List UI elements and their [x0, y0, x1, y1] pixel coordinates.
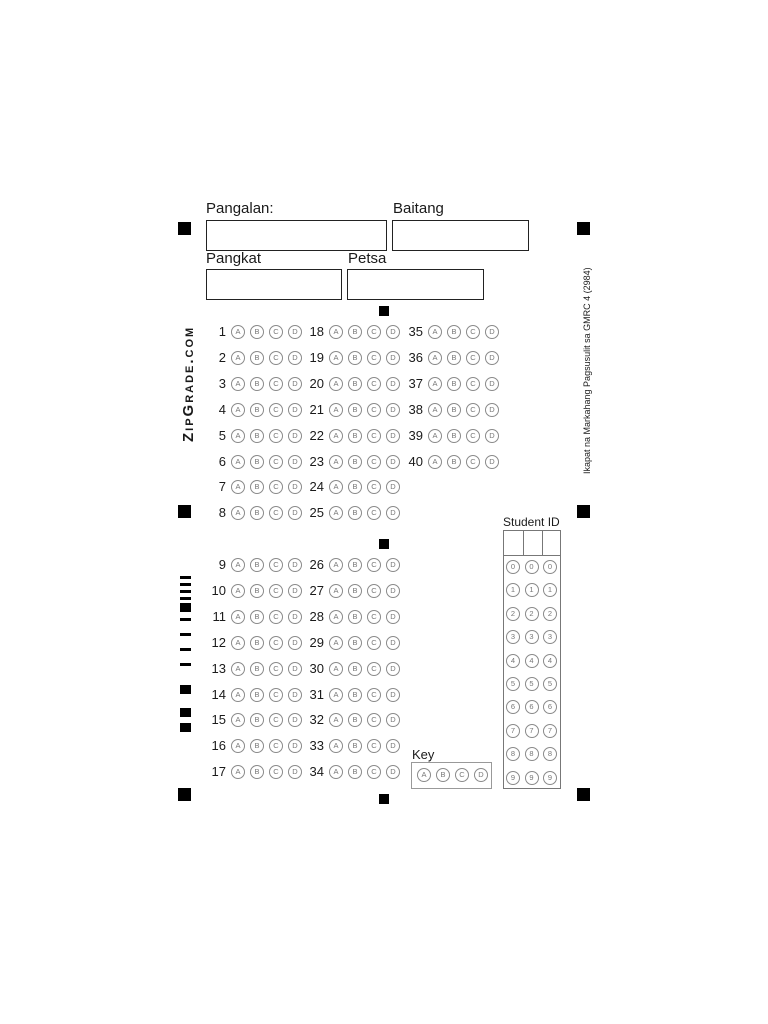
answer-bubble-b[interactable]: B	[250, 480, 264, 494]
answer-bubble-d[interactable]: D	[485, 377, 499, 391]
answer-bubble-d[interactable]: D	[288, 558, 302, 572]
key-box	[411, 762, 492, 789]
answer-bubble-b[interactable]: B	[348, 403, 362, 417]
answer-bubble-c[interactable]: C	[367, 688, 381, 702]
alignment-marker-mid-left	[178, 505, 191, 518]
answer-bubble-b[interactable]: B	[348, 325, 362, 339]
answer-bubble-b[interactable]: B	[250, 739, 264, 753]
answer-bubble-b[interactable]: B	[250, 558, 264, 572]
student-id-bubble-7[interactable]: 7	[506, 724, 520, 738]
student-id-bubble-3[interactable]: 3	[543, 630, 557, 644]
answer-bubble-b[interactable]: B	[250, 429, 264, 443]
answer-bubble-d[interactable]: D	[386, 713, 400, 727]
question-number: 9	[218, 557, 226, 572]
question-number: 25	[309, 505, 324, 521]
question-number: 38	[408, 401, 423, 417]
answer-bubble-c[interactable]: C	[269, 765, 283, 779]
answer-bubble-d[interactable]: D	[386, 377, 400, 391]
zipgrade-logo: ZipGrade.com	[180, 325, 197, 442]
answer-bubble-b[interactable]: B	[250, 403, 264, 417]
student-id-bubble-6[interactable]: 6	[506, 700, 520, 714]
answer-bubble-c[interactable]: C	[367, 403, 381, 417]
student-id-bubble-0[interactable]: 0	[543, 560, 557, 574]
answer-bubble-b[interactable]: B	[348, 713, 362, 727]
answer-bubble-b[interactable]: B	[348, 351, 362, 365]
question-number: 1	[218, 324, 226, 339]
answer-bubble-a[interactable]: A	[329, 403, 343, 417]
question-number: 14	[211, 686, 226, 702]
answer-bubble-a[interactable]: A	[329, 765, 343, 779]
answer-bubble-d[interactable]: D	[386, 636, 400, 650]
answer-bubble-d[interactable]: D	[386, 455, 400, 469]
answer-bubble-b[interactable]: B	[250, 584, 264, 598]
question-number: 12	[211, 634, 226, 650]
answer-bubble-d[interactable]: D	[386, 688, 400, 702]
answer-bubble-d[interactable]: D	[288, 662, 302, 676]
answer-bubble-a[interactable]: A	[329, 351, 343, 365]
student-id-bubble-5[interactable]: 5	[543, 677, 557, 691]
name-label: Pangalan:	[206, 200, 274, 217]
timing-mark	[180, 685, 191, 694]
student-id-bubble-9[interactable]: 9	[525, 771, 539, 785]
answer-bubble-c[interactable]: C	[269, 558, 283, 572]
answer-bubble-c[interactable]: C	[269, 713, 283, 727]
answer-bubble-b[interactable]: B	[447, 377, 461, 391]
answer-bubble-c[interactable]: C	[269, 688, 283, 702]
answer-bubble-d[interactable]: D	[386, 765, 400, 779]
key-bubble-d[interactable]: D	[474, 768, 488, 782]
answer-bubble-c[interactable]: C	[269, 739, 283, 753]
section-label: Pangkat	[206, 250, 262, 267]
student-id-bubble-6[interactable]: 6	[525, 700, 539, 714]
answer-bubble-b[interactable]: B	[250, 610, 264, 624]
question-number: 28	[309, 608, 324, 624]
answer-bubble-d[interactable]: D	[288, 688, 302, 702]
student-id-label: Student ID	[503, 515, 560, 529]
answer-bubble-b[interactable]: B	[348, 688, 362, 702]
answer-bubble-c[interactable]: C	[367, 429, 381, 443]
answer-bubble-c[interactable]: C	[367, 325, 381, 339]
answer-bubble-b[interactable]: B	[250, 713, 264, 727]
answer-bubble-b[interactable]: B	[348, 662, 362, 676]
date-label: Petsa	[348, 250, 387, 267]
student-id-bubble-1[interactable]: 1	[543, 583, 557, 597]
student-id-bubble-8[interactable]: 8	[525, 747, 539, 761]
student-id-bubble-2[interactable]: 2	[506, 607, 520, 621]
timing-mark	[180, 663, 191, 666]
answer-bubble-c[interactable]: C	[367, 506, 381, 520]
answer-bubble-a[interactable]: A	[231, 713, 245, 727]
answer-bubble-b[interactable]: B	[250, 636, 264, 650]
answer-bubble-a[interactable]: A	[231, 377, 245, 391]
answer-bubble-a[interactable]: A	[329, 325, 343, 339]
answer-bubble-a[interactable]: A	[231, 558, 245, 572]
student-id-bubble-9[interactable]: 9	[506, 771, 520, 785]
answer-bubble-d[interactable]: D	[288, 765, 302, 779]
answer-bubble-a[interactable]: A	[329, 610, 343, 624]
answer-bubble-b[interactable]: B	[348, 610, 362, 624]
answer-bubble-d[interactable]: D	[386, 610, 400, 624]
answer-bubble-b[interactable]: B	[348, 429, 362, 443]
date-field[interactable]	[347, 269, 484, 300]
student-id-bubble-0[interactable]: 0	[525, 560, 539, 574]
answer-bubble-d[interactable]: D	[288, 584, 302, 598]
student-id-bubble-8[interactable]: 8	[543, 747, 557, 761]
question-number: 29	[309, 634, 324, 650]
timing-mark	[180, 583, 191, 586]
answer-bubble-c[interactable]: C	[466, 455, 480, 469]
question-number: 16	[211, 738, 226, 754]
answer-bubble-c[interactable]: C	[367, 455, 381, 469]
question-number: 11	[212, 608, 226, 624]
answer-bubble-a[interactable]: A	[231, 688, 245, 702]
question-number: 21	[309, 401, 324, 417]
answer-bubble-c[interactable]: C	[367, 765, 381, 779]
student-id-bubble-7[interactable]: 7	[525, 724, 539, 738]
answer-bubble-b[interactable]: B	[447, 455, 461, 469]
answer-bubble-c[interactable]: C	[269, 610, 283, 624]
alignment-marker-center-bottom	[379, 794, 389, 804]
question-number: 26	[309, 557, 324, 572]
answer-bubble-a[interactable]: A	[428, 455, 442, 469]
answer-bubble-c[interactable]: C	[269, 455, 283, 469]
timing-mark	[180, 618, 191, 621]
answer-bubble-a[interactable]: A	[231, 506, 245, 520]
question-number: 22	[309, 427, 324, 443]
answer-bubble-d[interactable]: D	[288, 455, 302, 469]
timing-mark	[180, 576, 191, 579]
question-number: 13	[211, 660, 226, 676]
answer-bubble-b[interactable]: B	[250, 506, 264, 520]
answer-bubble-b[interactable]: B	[250, 688, 264, 702]
timing-mark	[180, 723, 191, 732]
answer-bubble-c[interactable]: C	[269, 662, 283, 676]
answer-bubble-d[interactable]: D	[288, 610, 302, 624]
question-number: 8	[218, 505, 226, 521]
question-number: 23	[309, 453, 324, 469]
answer-bubble-b[interactable]: B	[447, 403, 461, 417]
answer-bubble-b[interactable]: B	[250, 765, 264, 779]
answer-bubble-d[interactable]: D	[485, 325, 499, 339]
answer-bubble-d[interactable]: D	[288, 325, 302, 339]
answer-bubble-d[interactable]: D	[288, 351, 302, 365]
answer-bubble-c[interactable]: C	[466, 377, 480, 391]
answer-bubble-b[interactable]: B	[348, 506, 362, 520]
answer-bubble-b[interactable]: B	[447, 325, 461, 339]
student-id-bubble-0[interactable]: 0	[506, 560, 520, 574]
answer-bubble-a[interactable]: A	[329, 688, 343, 702]
answer-bubble-c[interactable]: C	[269, 351, 283, 365]
answer-bubble-b[interactable]: B	[348, 765, 362, 779]
answer-bubble-b[interactable]: B	[348, 480, 362, 494]
answer-bubble-a[interactable]: A	[329, 558, 343, 572]
answer-bubble-d[interactable]: D	[288, 713, 302, 727]
answer-bubble-c[interactable]: C	[367, 713, 381, 727]
answer-bubble-a[interactable]: A	[329, 455, 343, 469]
question-number: 32	[309, 712, 324, 728]
question-number: 37	[408, 375, 423, 391]
name-field[interactable]	[206, 220, 387, 251]
answer-bubble-d[interactable]: D	[386, 429, 400, 443]
answer-bubble-d[interactable]: D	[386, 739, 400, 753]
alignment-marker-bottom-right	[577, 788, 590, 801]
answer-bubble-a[interactable]: A	[231, 403, 245, 417]
answer-bubble-b[interactable]: B	[250, 455, 264, 469]
key-bubble-b[interactable]: B	[436, 768, 450, 782]
alignment-marker-center-top	[379, 306, 389, 316]
answer-bubble-c[interactable]: C	[269, 325, 283, 339]
student-id-bubble-8[interactable]: 8	[506, 747, 520, 761]
question-number: 20	[309, 375, 324, 391]
key-bubble-c[interactable]: C	[455, 768, 469, 782]
student-id-bubble-4[interactable]: 4	[506, 654, 520, 668]
answer-bubble-b[interactable]: B	[250, 325, 264, 339]
answer-bubble-b[interactable]: B	[250, 662, 264, 676]
answer-bubble-d[interactable]: D	[485, 455, 499, 469]
answer-bubble-a[interactable]: A	[428, 377, 442, 391]
question-number: 19	[309, 349, 324, 365]
question-number: 10	[211, 582, 226, 598]
answer-bubble-b[interactable]: B	[348, 739, 362, 753]
student-id-column-divider	[523, 531, 524, 555]
alignment-marker-center-mid	[379, 539, 389, 549]
answer-bubble-a[interactable]: A	[231, 480, 245, 494]
answer-bubble-d[interactable]: D	[485, 429, 499, 443]
answer-bubble-d[interactable]: D	[485, 351, 499, 365]
answer-bubble-b[interactable]: B	[348, 584, 362, 598]
answer-bubble-d[interactable]: D	[288, 377, 302, 391]
answer-bubble-a[interactable]: A	[329, 636, 343, 650]
answer-bubble-b[interactable]: B	[447, 351, 461, 365]
timing-mark	[180, 708, 191, 717]
question-number: 35	[408, 324, 423, 339]
answer-bubble-d[interactable]: D	[386, 351, 400, 365]
answer-bubble-b[interactable]: B	[348, 377, 362, 391]
timing-mark	[180, 648, 191, 651]
answer-bubble-b[interactable]: B	[348, 455, 362, 469]
question-number: 4	[218, 401, 226, 417]
question-number: 40	[408, 453, 423, 469]
question-number: 39	[408, 427, 423, 443]
answer-bubble-d[interactable]: D	[288, 480, 302, 494]
answer-bubble-a[interactable]: A	[329, 429, 343, 443]
answer-bubble-c[interactable]: C	[367, 480, 381, 494]
answer-bubble-a[interactable]: A	[329, 739, 343, 753]
answer-bubble-c[interactable]: C	[367, 610, 381, 624]
answer-bubble-a[interactable]: A	[428, 403, 442, 417]
timing-mark	[180, 603, 191, 612]
answer-bubble-a[interactable]: A	[428, 429, 442, 443]
answer-bubble-a[interactable]: A	[329, 377, 343, 391]
answer-bubble-d[interactable]: D	[386, 480, 400, 494]
answer-bubble-c[interactable]: C	[466, 403, 480, 417]
student-id-bubble-7[interactable]: 7	[543, 724, 557, 738]
answer-bubble-d[interactable]: D	[386, 506, 400, 520]
question-number: 36	[408, 349, 423, 365]
answer-bubble-a[interactable]: A	[231, 636, 245, 650]
answer-bubble-b[interactable]: B	[348, 558, 362, 572]
alignment-marker-mid-right	[577, 505, 590, 518]
answer-bubble-c[interactable]: C	[367, 377, 381, 391]
answer-bubble-d[interactable]: D	[288, 429, 302, 443]
question-number: 30	[309, 660, 324, 676]
question-number: 33	[309, 738, 324, 754]
section-field[interactable]	[206, 269, 342, 300]
answer-bubble-c[interactable]: C	[269, 636, 283, 650]
student-id-bubble-4[interactable]: 4	[525, 654, 539, 668]
answer-bubble-a[interactable]: A	[231, 351, 245, 365]
answer-bubble-a[interactable]: A	[231, 455, 245, 469]
question-number: 15	[211, 712, 226, 728]
answer-bubble-c[interactable]: C	[367, 558, 381, 572]
answer-bubble-d[interactable]: D	[485, 403, 499, 417]
answer-bubble-d[interactable]: D	[288, 636, 302, 650]
student-id-bubble-3[interactable]: 3	[506, 630, 520, 644]
answer-bubble-a[interactable]: A	[329, 662, 343, 676]
key-label: Key	[412, 747, 435, 762]
answer-bubble-c[interactable]: C	[269, 377, 283, 391]
answer-bubble-c[interactable]: C	[367, 351, 381, 365]
answer-bubble-c[interactable]: C	[269, 506, 283, 520]
student-id-grid	[503, 530, 561, 789]
answer-bubble-d[interactable]: D	[386, 325, 400, 339]
answer-bubble-b[interactable]: B	[348, 636, 362, 650]
answer-bubble-c[interactable]: C	[367, 739, 381, 753]
student-id-bubble-5[interactable]: 5	[506, 677, 520, 691]
answer-bubble-d[interactable]: D	[386, 558, 400, 572]
timing-mark	[180, 597, 191, 600]
answer-bubble-c[interactable]: C	[466, 429, 480, 443]
student-id-bubble-1[interactable]: 1	[506, 583, 520, 597]
answer-bubble-a[interactable]: A	[231, 429, 245, 443]
alignment-marker-bottom-left	[178, 788, 191, 801]
answer-bubble-d[interactable]: D	[288, 506, 302, 520]
question-number: 27	[309, 582, 324, 598]
question-number: 3	[218, 375, 226, 391]
answer-bubble-a[interactable]: A	[329, 713, 343, 727]
answer-bubble-c[interactable]: C	[367, 662, 381, 676]
student-id-entry-divider	[504, 555, 560, 556]
answer-bubble-b[interactable]: B	[250, 351, 264, 365]
answer-bubble-a[interactable]: A	[329, 480, 343, 494]
answer-bubble-a[interactable]: A	[428, 351, 442, 365]
question-number: 34	[309, 764, 324, 780]
question-number: 17	[211, 764, 226, 780]
student-id-bubble-2[interactable]: 2	[525, 607, 539, 621]
question-number: 2	[218, 349, 226, 365]
student-id-column-divider	[542, 531, 543, 555]
timing-mark	[180, 633, 191, 636]
alignment-marker-top-left	[178, 222, 191, 235]
quiz-title: Ikapat na Markahang Pagsusulit sa GMRC 4 (2984)	[582, 267, 592, 474]
answer-bubble-c[interactable]: C	[367, 584, 381, 598]
answer-bubble-c[interactable]: C	[466, 325, 480, 339]
student-id-bubble-5[interactable]: 5	[525, 677, 539, 691]
answer-bubble-a[interactable]: A	[231, 765, 245, 779]
question-number: 7	[218, 479, 226, 495]
answer-bubble-a[interactable]: A	[231, 584, 245, 598]
student-id-bubble-6[interactable]: 6	[543, 700, 557, 714]
answer-bubble-d[interactable]: D	[386, 584, 400, 598]
answer-bubble-c[interactable]: C	[269, 480, 283, 494]
answer-bubble-a[interactable]: A	[231, 739, 245, 753]
student-id-bubble-9[interactable]: 9	[543, 771, 557, 785]
answer-bubble-d[interactable]: D	[386, 403, 400, 417]
answer-bubble-d[interactable]: D	[386, 662, 400, 676]
answer-bubble-a[interactable]: A	[329, 584, 343, 598]
student-id-bubble-2[interactable]: 2	[543, 607, 557, 621]
key-bubble-a[interactable]: A	[417, 768, 431, 782]
answer-bubble-b[interactable]: B	[250, 377, 264, 391]
question-number: 31	[309, 686, 324, 702]
alignment-marker-top-right	[577, 222, 590, 235]
answer-bubble-c[interactable]: C	[269, 403, 283, 417]
answer-bubble-a[interactable]: A	[231, 662, 245, 676]
question-number: 24	[309, 479, 324, 495]
question-number: 5	[218, 427, 226, 443]
answer-bubble-a[interactable]: A	[231, 610, 245, 624]
answer-bubble-c[interactable]: C	[269, 429, 283, 443]
answer-bubble-c[interactable]: C	[269, 584, 283, 598]
answer-bubble-a[interactable]: A	[231, 325, 245, 339]
answer-bubble-b[interactable]: B	[447, 429, 461, 443]
grade-label: Baitang	[393, 200, 444, 217]
grade-field[interactable]	[392, 220, 529, 251]
answer-bubble-c[interactable]: C	[367, 636, 381, 650]
question-number: 18	[309, 324, 324, 339]
answer-bubble-a[interactable]: A	[428, 325, 442, 339]
answer-bubble-a[interactable]: A	[329, 506, 343, 520]
answer-bubble-d[interactable]: D	[288, 403, 302, 417]
student-id-bubble-4[interactable]: 4	[543, 654, 557, 668]
student-id-bubble-3[interactable]: 3	[525, 630, 539, 644]
timing-mark	[180, 590, 191, 593]
student-id-bubble-1[interactable]: 1	[525, 583, 539, 597]
answer-bubble-d[interactable]: D	[288, 739, 302, 753]
question-number: 6	[218, 453, 226, 469]
answer-bubble-c[interactable]: C	[466, 351, 480, 365]
